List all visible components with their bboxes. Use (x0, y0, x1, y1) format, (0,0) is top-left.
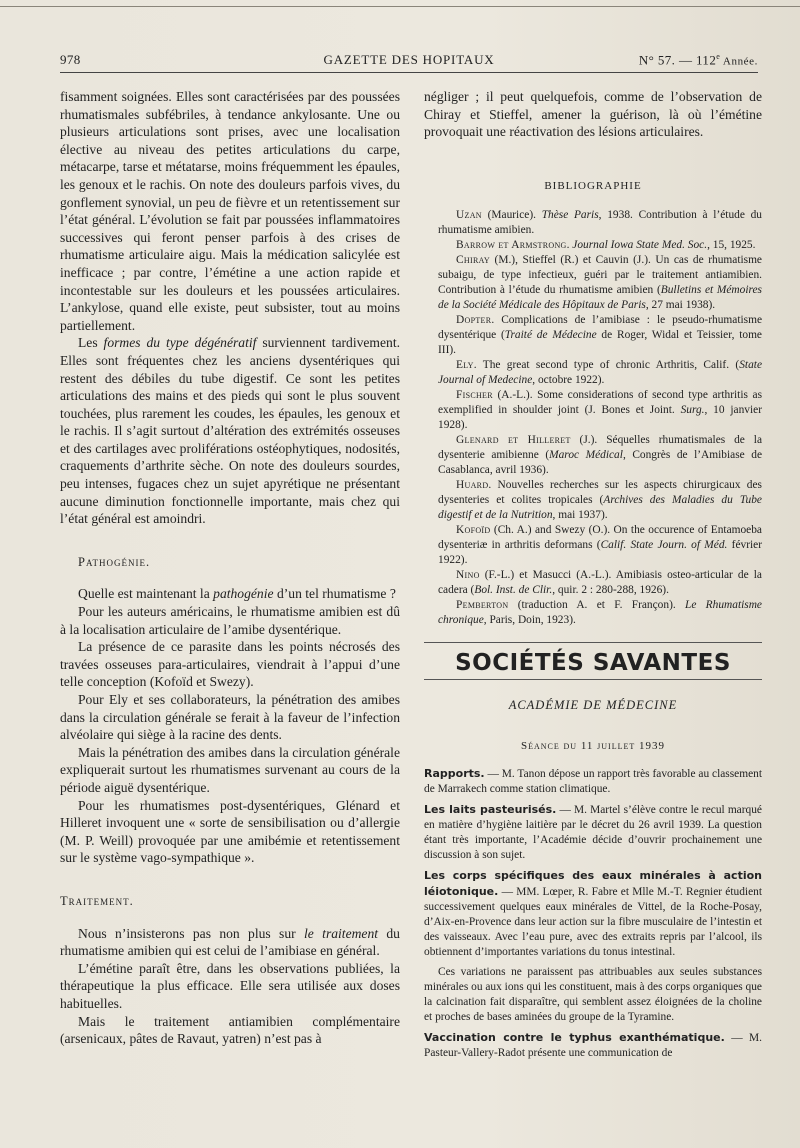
session-items (424, 766, 762, 1061)
bibliography-heading: BIBLIOGRAPHIE (544, 179, 642, 192)
bib-author: Kofoïd (456, 523, 491, 536)
bib-source: Maroc Médical (549, 448, 623, 461)
journal-title: GAZETTE DES HOPITAUX (323, 52, 495, 67)
bib-text: , 10 janvier 1928). (438, 403, 762, 431)
section-banner-societes-savantes: SOCIÉTÉS SAVANTES (424, 642, 762, 680)
bib-author: Uzan (456, 208, 482, 221)
paragraph (60, 925, 400, 960)
academie-heading: ACADÉMIE DE MÉDECINE (508, 697, 678, 712)
bib-text: , 27 mai 1938). (645, 298, 716, 311)
bib-text: , quir. 2 : 280-288, 1926). (552, 583, 669, 596)
bib-text: (Ch. A.) and Swezy (O.). On the occurence of Entamoeba dysenteriæ in arthritis deformans ( (438, 523, 762, 551)
bib-source: Thèse Paris (541, 208, 599, 221)
bibliography-list (424, 208, 762, 628)
issue-info (639, 52, 758, 68)
bib-text: (Maurice). (481, 208, 542, 221)
bib-text: , 15, 1925. (707, 238, 756, 251)
bibliography-entry (424, 313, 762, 358)
bib-author: Dopter (456, 313, 492, 326)
bibliography-entry (424, 238, 762, 253)
bib-source: Bulletins et Mémoires de la Société Médicale des Hôpitaux de Paris (438, 283, 762, 311)
bib-text: (M.), Stieffel (R.) et Cauvin (J.). Un cas de rhumatisme subaigu, de type infectieux, guéri par le traitement antiamibien. Contribution à l’étude du rhumatisme amibien ( (438, 253, 762, 296)
paragraph: négliger ; il peut quelquefois, comme de l’observation de Chiray et Stieffel, amener la guérison, là où l’émétine provoquait une réactivation des lésions articulaires. (424, 89, 762, 140)
item-text: — M. Tanon dépose un rapport très favorable au classement de Marrakech comme station climatique. (424, 767, 762, 795)
item-keyword: Vaccination contre le typhus exanthématique. (424, 1030, 725, 1044)
bib-text: , mai 1937). (552, 508, 608, 521)
issue-ordinal: e (716, 52, 721, 61)
issue-year-label: Année. (720, 55, 758, 68)
bibliography-entry (424, 568, 762, 598)
bib-text: février 1922). (438, 538, 763, 566)
bib-text: (F.-L.) et Masucci (A.-L.). Amibiasis osteo-articular de la cadera ( (438, 568, 762, 596)
section-heading-traitement: Traitement. (60, 893, 134, 908)
bibliography-entry (424, 478, 762, 523)
bib-text: (traduction A. et F. Françon). (508, 598, 685, 611)
paragraph: Mais le traitement antiamibien complémentaire (arsenicaux, pâtes de Ravaut, yatren) n’est pas à (60, 1013, 400, 1047)
seance-date: Séance du 11 juillet 1939 (520, 739, 666, 752)
bib-source: Calif. State Journ. of Méd. (600, 538, 728, 551)
paragraph (60, 334, 400, 528)
bib-text: . The great second type of chronic Arthritis, Calif. ( (473, 358, 740, 371)
session-item (424, 1030, 762, 1061)
text-run: Les (78, 335, 104, 351)
bib-text: , 1938. Contribution à l’étude du rhumatisme amibien. (438, 208, 763, 236)
page-number: 978 (60, 52, 81, 67)
item-keyword: Rapports. (424, 766, 485, 780)
bib-source: State Journal of Medecine (438, 358, 762, 386)
paragraph: L’émétine paraît être, dans les observations publiées, la thérapeutique la plus efficace. Elle sera utilisée aux doses habituelles. (60, 960, 400, 1011)
bib-author: Ely (456, 358, 474, 371)
paragraph: Pour les rhumatismes post-dysentériques, Glénard et Hilleret invoquent une « sorte de sensibilisation ou d’allergie (M. P. Weill) provoquée par une amibémie et retentissement sur le système vago-sympathique ». (60, 797, 400, 866)
issue-number: N° 57. — 112 (638, 52, 717, 68)
paragraph: fisamment soignées. Elles sont caractérisées par des poussées rhumatismales subfébriles, à tendance ankylosante. Une ou plusieurs articulations sont prises, avec une localisation élective au niveau des petites articulations du carpe, métacarpe, tarse et métatarse, moins fréquemment les épaules, les genoux et le rachis. On note des douleurs parfois vives, du gonflement synovial, un peu de fièvre et un retentissement sur l’état général. L’évolution se fait par poussées inflammatoires successives qui feront penser parfois à des crises de rhumatisme articulaire aigu. Mais la médication salicylée est inefficace ; par contre, l’émétine a une action rapide et incontestable sur les douleurs et les poussées articulaires. L’ankylose, quand elle existe, peut subsister, tout au moins partiellement. (60, 89, 400, 333)
page-header (60, 52, 758, 74)
item-text: — MM. Lœper, R. Fabre et Mlle M.-T. Regnier étudient successivement quelques eaux minérales de Vittel, de la Roche-Posay, d’Aix-en-Provence dans leur action sur la fibre musculaire de l’intestin et des vaisseaux. Avec l’eau pure, avec des extraits repris par l’alcool, ils obtiennent d’importantes variations du tonus intestinal. (424, 885, 762, 958)
bibliography-entry (424, 523, 762, 568)
paragraph: La présence de ce parasite dans les points nécrosés des travées osseuses para-articulaires, viendrait à l’appui d’une telle conception (Kofoïd et Swezy). (60, 639, 400, 690)
bib-source: Le Rhumatisme chronique (438, 598, 762, 626)
text-run: Quelle est maintenant la (78, 586, 214, 602)
bib-author: Fischer (456, 388, 493, 401)
bib-text: , octobre 1922). (532, 373, 605, 386)
bib-source: Surg. (680, 403, 705, 416)
item-text: — M. Martel s’élève contre le recul marqué en matière d’hygiène laitière par le décret du 26 avril 1939. La question étant très importante, l’Académie décide d’ouvrir prochainement une discussion à son sujet. (424, 803, 762, 861)
top-rule (0, 6, 800, 7)
paragraph (60, 585, 400, 603)
bib-source: Journal Iowa State Med. Soc. (572, 238, 708, 251)
bib-author: Pemberton (456, 598, 509, 611)
bib-text: . (566, 238, 573, 251)
paragraph: Pour Ely et ses collaborateurs, la pénétration des amibes dans la circulation générale se ferait à la faveur de l’infection alvéolaire qui siège à la racine des dents. (60, 692, 400, 743)
paragraph: Mais la pénétration des amibes dans la circulation générale expliquerait surtout les rhumatismes survenant au cours de la période aiguë dysentérique. (60, 744, 400, 795)
left-column (60, 88, 400, 1048)
bibliography-entry (424, 358, 762, 388)
bib-text: de Roger, Widal et Teissier, tome III). (438, 328, 762, 356)
emphasis: le traitement (304, 925, 379, 941)
text-run: d’un tel rhumatisme ? (273, 586, 396, 602)
bibliography-entry (424, 388, 762, 433)
bib-text: . Nouvelles recherches sur les aspects chirurgicaux des dysenteries et colites tropicales ( (438, 478, 762, 506)
bibliography-entry (424, 598, 762, 628)
text-run: surviennent tardivement. Elles sont fréquentes chez les anciens dysentériques qui restent des débiles du tube digestif. Ce sont les petites articulations des mains et des pieds qui sont le plus souvent touchées, plus rarement les coudes, les épaules, les genoux et le rachis. Il s’agit surtout d’altération des extrémités osseuses et des cartilages avec proliférations ostéophytiques, nodosités, craquements d’arthrite sèche. On note des douleurs sourdes, peu intenses, fugaces chez un sujet apyrétique ne présentant aucune diminution fonctionnelle importante, mais chez qui l’état général est amoindri. (60, 335, 401, 527)
session-item (424, 965, 762, 1025)
text-run: du rhumatisme amibien qui est celui de l’amibiase en général. (60, 925, 400, 959)
bibliography-entry (424, 208, 762, 238)
session-item (424, 766, 762, 797)
item-keyword: Les corps spécifiques des eaux minérales à action léiotonique. (424, 868, 762, 898)
item-text: — M. Pasteur-Vallery-Radot présente une communication de (424, 1031, 762, 1059)
bib-author: Barrow et Armstrong (456, 238, 567, 251)
bib-text: (A.-L.). Some considerations of second type arthritis as exemplified in shoulder joint (J. Bones et Joint. (438, 388, 762, 416)
header-rule (60, 72, 758, 73)
bib-text: . Complications de l’amibiase : le pseudo-rhumatisme dysentérique ( (438, 313, 762, 341)
bibliography-entry (424, 253, 762, 313)
emphasis: formes du type dégénératif (103, 335, 257, 351)
text-run: Nous n’insisterons pas non plus sur (78, 925, 305, 941)
bib-source: Archives des Maladies du Tube digestif et de la Nutrition (438, 493, 762, 521)
section-heading-pathogenie: Pathogénie. (78, 554, 151, 569)
paragraph: Pour les auteurs américains, le rhumatisme amibien est dû à la localisation articulaire de l’amibe dysentérique. (60, 604, 400, 637)
item-keyword: Les laits pasteurisés. (424, 802, 557, 816)
right-column (424, 88, 762, 1066)
bib-author: Glenard et Hilleret (456, 433, 571, 446)
bib-author: Nino (456, 568, 480, 581)
bib-text: , Congrès de l’Amibiase de Casablanca, avril 1936). (438, 448, 762, 476)
bib-author: Huard (456, 478, 489, 491)
bib-source: Bol. Inst. de Clir. (474, 583, 553, 596)
bib-text: (J.). Séquelles rhumatismales de la dysenterie amibienne ( (438, 433, 762, 461)
bib-text: , Paris, Doin, 1923). (483, 613, 576, 626)
bib-author: Chiray (456, 253, 490, 266)
emphasis: pathogénie (213, 586, 274, 602)
bib-source: Traité de Médecine (504, 328, 597, 341)
session-item (424, 868, 762, 960)
bibliography-entry (424, 433, 762, 478)
session-item (424, 802, 762, 863)
item-text: Ces variations ne paraissent pas attribuables aux seules substances minérales ou aux ions qui les constituent, mais à des corps organiques que la calcination fait disparaître, qui semblent assez éloignées de la choline et proches de bases aminées du groupe de la Tyramine. (424, 965, 762, 1023)
